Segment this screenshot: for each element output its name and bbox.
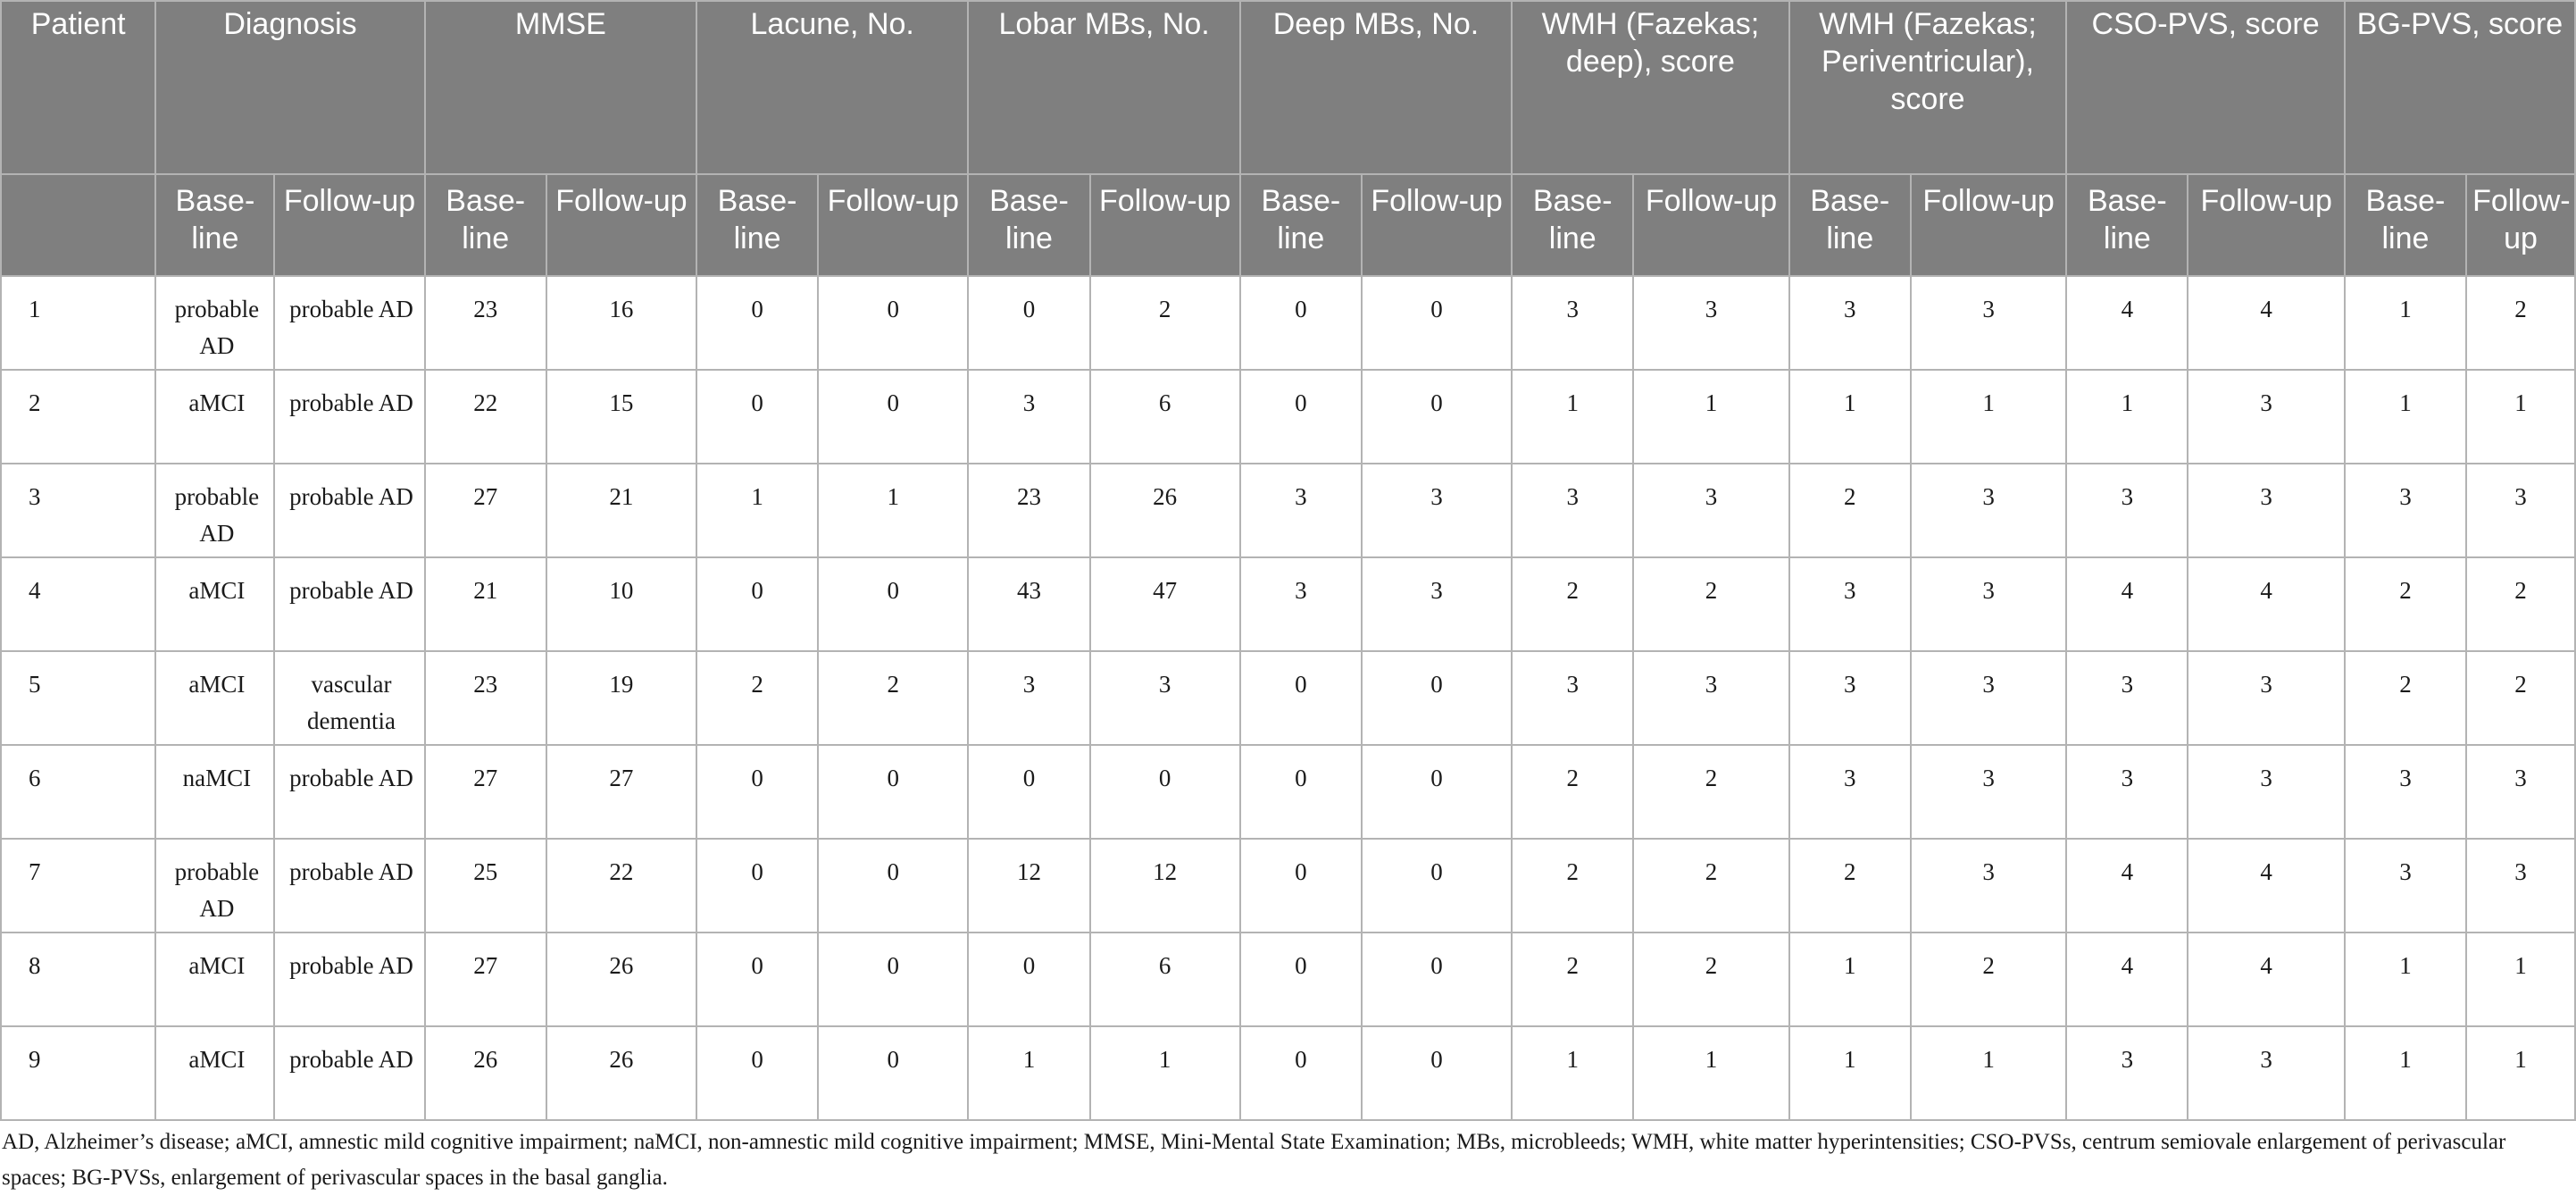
cell-cso-follow: 4 [2188,557,2344,651]
cell-lobar-base: 0 [968,745,1089,839]
cell-lacune-follow: 2 [818,651,968,745]
table-row [1,1026,2575,1120]
cell-lobar-base: 12 [968,839,1089,933]
col-header-wmh-deep: WMH (Fazekas; deep), score [1512,1,1789,174]
subheader-empty [1,174,155,276]
cell-mmse-follow: 26 [546,933,696,1026]
cell-dx-base: probable AD [155,839,274,933]
cell-wmh-peri-base: 3 [1789,745,1911,839]
cell-wmh-deep-base: 3 [1512,464,1633,557]
cell-bg-base: 1 [2345,370,2466,464]
cell-wmh-peri-follow: 3 [1911,464,2066,557]
cell-dx-follow: probable AD [274,745,424,839]
cell-cso-follow: 4 [2188,933,2344,1026]
cell-lobar-follow: 2 [1090,276,1240,370]
cell-wmh-peri-follow: 2 [1911,933,2066,1026]
table-row [1,651,2575,745]
cell-wmh-deep-follow: 3 [1633,276,1788,370]
cell-bg-base: 3 [2345,745,2466,839]
cell-deep-base: 0 [1240,839,1362,933]
cell-wmh-deep-follow: 2 [1633,745,1788,839]
subheader-deep-mbs-followup: Follow-up [1362,174,1512,276]
cell-lobar-follow: 3 [1090,651,1240,745]
cell-wmh-peri-follow: 3 [1911,557,2066,651]
col-header-diagnosis: Diagnosis [155,1,424,174]
cell-mmse-base: 25 [425,839,546,933]
cell-patient: 3 [1,464,155,557]
cell-cso-base: 1 [2066,370,2188,464]
cell-mmse-base: 27 [425,933,546,1026]
cell-wmh-peri-follow: 3 [1911,745,2066,839]
cell-bg-follow: 3 [2466,839,2575,933]
cell-lacune-follow: 0 [818,370,968,464]
cell-deep-base: 0 [1240,651,1362,745]
cell-mmse-base: 27 [425,464,546,557]
cell-wmh-peri-follow: 1 [1911,1026,2066,1120]
cell-cso-base: 3 [2066,651,2188,745]
subheader-cso-pvs-baseline: Base-line [2066,174,2188,276]
cell-bg-base: 1 [2345,276,2466,370]
table-row [1,464,2575,557]
cell-cso-follow: 3 [2188,464,2344,557]
cell-bg-follow: 2 [2466,651,2575,745]
cell-cso-base: 3 [2066,745,2188,839]
cell-dx-base: naMCI [155,745,274,839]
table-row [1,557,2575,651]
cell-dx-base: probable AD [155,464,274,557]
cell-mmse-base: 23 [425,651,546,745]
cell-mmse-follow: 10 [546,557,696,651]
cell-cso-base: 4 [2066,839,2188,933]
subheader-mmse-baseline: Base-line [425,174,546,276]
cell-bg-base: 1 [2345,933,2466,1026]
cell-wmh-peri-base: 1 [1789,1026,1911,1120]
cell-bg-follow: 3 [2466,464,2575,557]
subheader-bg-pvs-baseline: Base-line [2345,174,2466,276]
cell-cso-base: 3 [2066,464,2188,557]
cell-lacune-base: 2 [696,651,818,745]
cell-deep-base: 3 [1240,464,1362,557]
cell-dx-follow: vascular dementia [274,651,424,745]
cell-bg-base: 2 [2345,557,2466,651]
cell-mmse-base: 22 [425,370,546,464]
cell-cso-follow: 3 [2188,370,2344,464]
col-header-deep-mbs: Deep MBs, No. [1240,1,1512,174]
cell-wmh-deep-base: 2 [1512,745,1633,839]
table-row [1,933,2575,1026]
cell-cso-base: 4 [2066,933,2188,1026]
cell-deep-follow: 0 [1362,1026,1512,1120]
cell-deep-base: 3 [1240,557,1362,651]
subheader-wmh-deep-followup: Follow-up [1633,174,1788,276]
cell-lobar-base: 1 [968,1026,1089,1120]
cell-patient: 4 [1,557,155,651]
cell-bg-follow: 1 [2466,933,2575,1026]
cell-lobar-base: 23 [968,464,1089,557]
table-body [1,276,2575,1120]
cell-cso-base: 4 [2066,276,2188,370]
cell-lobar-base: 0 [968,933,1089,1026]
cell-lobar-follow: 0 [1090,745,1240,839]
cell-cso-follow: 4 [2188,276,2344,370]
cell-mmse-base: 26 [425,1026,546,1120]
cell-deep-follow: 0 [1362,839,1512,933]
cell-wmh-peri-base: 3 [1789,651,1911,745]
subheader-diagnosis-baseline: Base-line [155,174,274,276]
cell-lobar-follow: 47 [1090,557,1240,651]
subheader-lacune-baseline: Base-line [696,174,818,276]
cell-mmse-follow: 22 [546,839,696,933]
cell-dx-base: aMCI [155,651,274,745]
cell-bg-follow: 2 [2466,557,2575,651]
cell-bg-base: 3 [2345,839,2466,933]
cell-dx-follow: probable AD [274,464,424,557]
cell-mmse-follow: 26 [546,1026,696,1120]
cell-bg-follow: 3 [2466,745,2575,839]
subheader-deep-mbs-baseline: Base-line [1240,174,1362,276]
cell-mmse-base: 23 [425,276,546,370]
cell-dx-follow: probable AD [274,276,424,370]
header-row [1,1,2575,174]
subheader-bg-pvs-followup: Follow-up [2466,174,2575,276]
cell-wmh-deep-follow: 3 [1633,651,1788,745]
cell-lacune-follow: 0 [818,557,968,651]
cell-wmh-deep-follow: 2 [1633,557,1788,651]
cell-mmse-follow: 21 [546,464,696,557]
subheader-mmse-followup: Follow-up [546,174,696,276]
cell-dx-follow: probable AD [274,370,424,464]
cell-wmh-peri-base: 2 [1789,464,1911,557]
cell-dx-base: aMCI [155,933,274,1026]
cell-patient: 7 [1,839,155,933]
subheader-cso-pvs-followup: Follow-up [2188,174,2344,276]
cell-patient: 1 [1,276,155,370]
cell-deep-follow: 0 [1362,370,1512,464]
cell-deep-follow: 0 [1362,276,1512,370]
cell-lobar-follow: 6 [1090,370,1240,464]
cell-wmh-peri-base: 1 [1789,370,1911,464]
cell-dx-follow: probable AD [274,839,424,933]
cell-lobar-follow: 26 [1090,464,1240,557]
cell-cso-base: 4 [2066,557,2188,651]
cell-cso-follow: 3 [2188,651,2344,745]
cell-deep-follow: 0 [1362,651,1512,745]
cell-cso-follow: 3 [2188,1026,2344,1120]
cell-bg-base: 2 [2345,651,2466,745]
cell-wmh-peri-base: 2 [1789,839,1911,933]
cell-deep-follow: 3 [1362,557,1512,651]
col-header-lobar-mbs: Lobar MBs, No. [968,1,1239,174]
table-row [1,276,2575,370]
cell-dx-base: aMCI [155,1026,274,1120]
cell-dx-base: probable AD [155,276,274,370]
cell-deep-follow: 0 [1362,745,1512,839]
cell-wmh-deep-follow: 1 [1633,370,1788,464]
cell-wmh-peri-follow: 3 [1911,839,2066,933]
subheader-lobar-mbs-baseline: Base-line [968,174,1089,276]
cell-deep-follow: 3 [1362,464,1512,557]
cell-dx-follow: probable AD [274,1026,424,1120]
cell-wmh-peri-base: 3 [1789,276,1911,370]
cell-lacune-follow: 0 [818,1026,968,1120]
cell-lacune-base: 0 [696,745,818,839]
cell-mmse-follow: 27 [546,745,696,839]
col-header-wmh-periventricular: WMH (Fazekas; Periventricular), score [1789,1,2067,174]
cell-mmse-follow: 19 [546,651,696,745]
cell-wmh-deep-base: 3 [1512,276,1633,370]
cell-wmh-deep-base: 2 [1512,557,1633,651]
col-header-cso-pvs: CSO-PVS, score [2066,1,2345,174]
cell-wmh-deep-follow: 2 [1633,933,1788,1026]
table-row [1,370,2575,464]
cell-lobar-follow: 1 [1090,1026,1240,1120]
cell-lobar-follow: 12 [1090,839,1240,933]
cell-bg-base: 1 [2345,1026,2466,1120]
cell-lacune-follow: 0 [818,839,968,933]
cell-patient: 2 [1,370,155,464]
cell-wmh-deep-base: 1 [1512,370,1633,464]
cell-deep-base: 0 [1240,370,1362,464]
col-header-bg-pvs: BG-PVS, score [2345,1,2575,174]
subheader-row [1,174,2575,276]
cell-lacune-base: 0 [696,370,818,464]
subheader-diagnosis-followup: Follow-up [274,174,424,276]
subheader-wmh-periventricular-baseline: Base-line [1789,174,1911,276]
cell-wmh-deep-follow: 2 [1633,839,1788,933]
cell-wmh-peri-base: 1 [1789,933,1911,1026]
cell-patient: 5 [1,651,155,745]
cell-wmh-deep-base: 2 [1512,933,1633,1026]
cell-mmse-base: 21 [425,557,546,651]
cell-wmh-deep-follow: 3 [1633,464,1788,557]
cell-deep-base: 0 [1240,933,1362,1026]
cell-cso-base: 3 [2066,1026,2188,1120]
cell-wmh-peri-follow: 3 [1911,276,2066,370]
cell-lacune-base: 0 [696,933,818,1026]
cell-lacune-base: 0 [696,1026,818,1120]
cell-wmh-deep-base: 2 [1512,839,1633,933]
cell-deep-base: 0 [1240,1026,1362,1120]
subheader-wmh-periventricular-followup: Follow-up [1911,174,2066,276]
cell-dx-base: aMCI [155,370,274,464]
cell-lacune-follow: 0 [818,745,968,839]
subheader-wmh-deep-baseline: Base-line [1512,174,1633,276]
subheader-lobar-mbs-followup: Follow-up [1090,174,1240,276]
cell-deep-base: 0 [1240,745,1362,839]
cell-lacune-base: 0 [696,276,818,370]
cell-bg-follow: 2 [2466,276,2575,370]
cell-lobar-base: 0 [968,276,1089,370]
cell-deep-follow: 0 [1362,933,1512,1026]
cell-wmh-deep-follow: 1 [1633,1026,1788,1120]
cell-bg-follow: 1 [2466,1026,2575,1120]
cell-mmse-base: 27 [425,745,546,839]
cell-cso-follow: 4 [2188,839,2344,933]
cell-wmh-peri-base: 3 [1789,557,1911,651]
cell-lobar-base: 3 [968,651,1089,745]
cell-dx-follow: probable AD [274,933,424,1026]
table-row [1,745,2575,839]
cell-patient: 6 [1,745,155,839]
cell-mmse-follow: 15 [546,370,696,464]
cell-lobar-base: 43 [968,557,1089,651]
cell-lacune-base: 0 [696,839,818,933]
cell-bg-follow: 1 [2466,370,2575,464]
cell-patient: 9 [1,1026,155,1120]
cell-lacune-base: 0 [696,557,818,651]
cell-wmh-peri-follow: 3 [1911,651,2066,745]
cell-lacune-follow: 1 [818,464,968,557]
cell-patient: 8 [1,933,155,1026]
cell-lacune-follow: 0 [818,933,968,1026]
cell-cso-follow: 3 [2188,745,2344,839]
cell-dx-base: aMCI [155,557,274,651]
cell-bg-base: 3 [2345,464,2466,557]
cell-lobar-base: 3 [968,370,1089,464]
col-header-patient: Patient [1,1,155,174]
cell-lacune-base: 1 [696,464,818,557]
cell-wmh-deep-base: 3 [1512,651,1633,745]
col-header-mmse: MMSE [425,1,696,174]
table-row [1,839,2575,933]
cell-mmse-follow: 16 [546,276,696,370]
cell-lobar-follow: 6 [1090,933,1240,1026]
table-footnote: AD, Alzheimer’s disease; aMCI, amnestic mild cognitive impairment; naMCI, non-amnestic mild cognitive impairment; MMSE, Mini-Mental State Examination; MBs, microbleeds; WMH, white matter hyperintensities; CSO-PVSs, centrum semiovale enlargement of perivascular spaces; BG-PVSs, enlargement of perivascular spaces in the basal ganglia. [2,1130,2506,1190]
col-header-lacune: Lacune, No. [696,1,968,174]
cell-wmh-deep-base: 1 [1512,1026,1633,1120]
cell-wmh-peri-follow: 1 [1911,370,2066,464]
cell-lacune-follow: 0 [818,276,968,370]
cell-dx-follow: probable AD [274,557,424,651]
subheader-lacune-followup: Follow-up [818,174,968,276]
cell-deep-base: 0 [1240,276,1362,370]
